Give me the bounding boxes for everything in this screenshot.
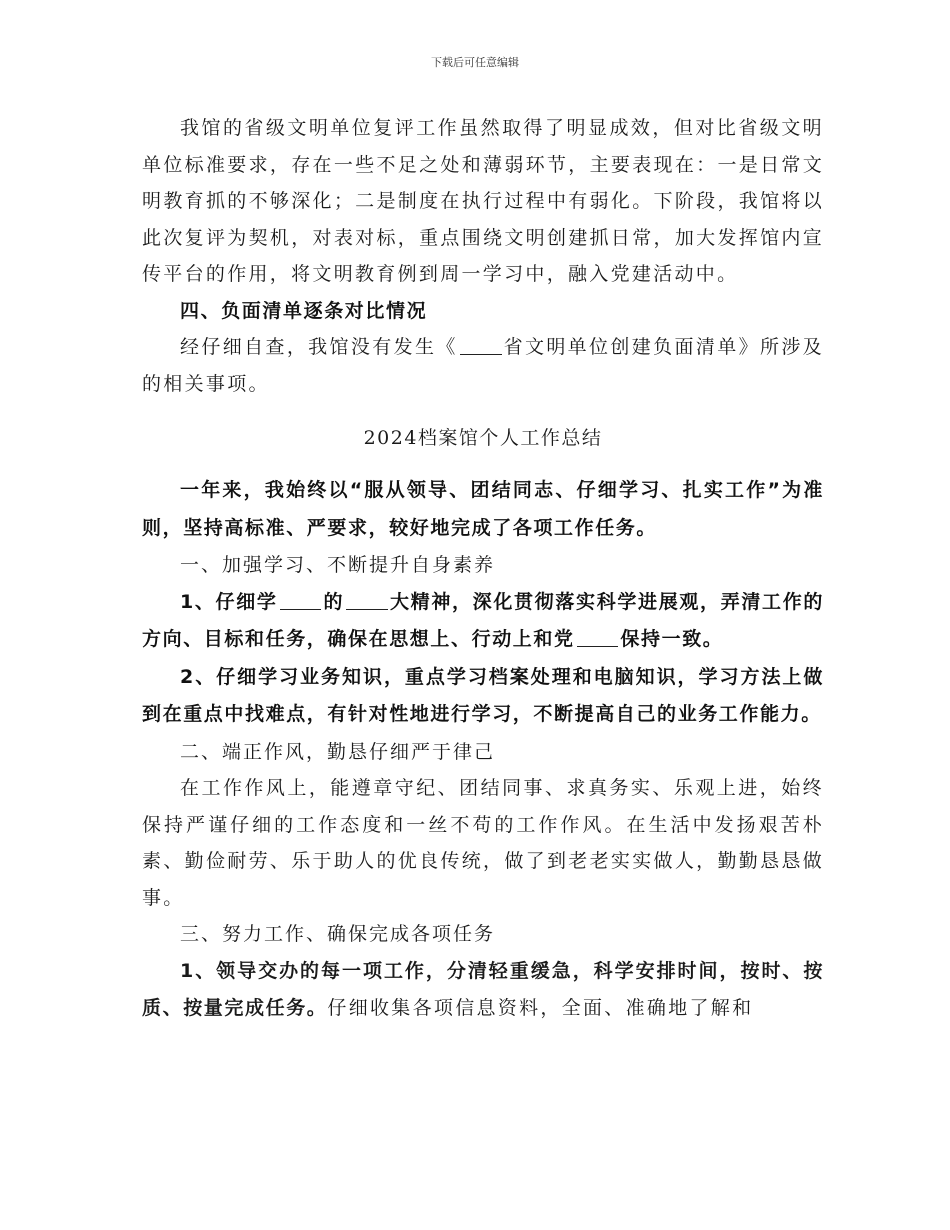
document-content [142,110,824,1028]
document-title: 2024档案馆个人工作总结 [363,427,603,449]
paragraph-work-style: 在工作作风上，能遵章守纪、团结同事、求真务实、乐观上进，始终保持严谨仔细的工作态度和一丝不苟的工作作风。在生活中发扬艰苦朴素、勤俭耐劳、乐于助人的优良传统，做了到老老实实做人，勤勤恳恳做事。 [142,777,824,909]
item-study-2: 2、仔细学习业务知识，重点学习档案处理和电脑知识，学习方法上做到在重点中找难点，有针对性地进行学习，不断提高自己的业务工作能力。 [142,665,824,725]
paragraph-self-check [142,329,824,402]
paragraph-intro: 一年来，我始终以“服从领导、团结同志、仔细学习、扎实工作”为准则，坚持高标准、严要求，较好地完成了各项工作任务。 [142,479,824,539]
item1-text-d: 保持一致。 [620,628,724,650]
paragraph-review-summary: 我馆的省级文明单位复评工作虽然取得了明显成效，但对比省级文明单位标准要求，存在一些不足之处和薄弱环节，主要表现在：一是日常文明教育抓的不够深化；二是制度在执行过程中有弱化。下阶段，我馆将以此次复评为契机，对表对标，重点围绕文明创建抓日常，加大发挥馆内宣传平台的作用，将文明教育例到周一学习中，融入党建活动中。 [142,117,824,285]
item-study-1 [142,584,824,659]
item1-text-a: 1、仔细学 [180,590,278,613]
item-tasks-1 [142,953,824,1028]
header-note: 下载后可任意编辑 [431,56,519,69]
item3-rest-text: 仔细收集各项信息资料，全面、准确地了解和 [327,997,754,1019]
heading-style: 二、端正作风，勤恳仔细严于律己 [180,740,496,763]
blank-underline [346,590,388,610]
heading-study: 一、加强学习、不断提升自身素养 [180,554,496,576]
heading-negative-list: 四、负面清单逐条对比情况 [180,299,428,322]
blank-underline [577,627,619,647]
blank-underline [460,335,502,355]
heading-tasks: 三、努力工作、确保完成各项任务 [180,923,496,945]
item1-text-b: 的 [323,590,345,613]
self-check-text-a: 经仔细自查，我馆没有发生《 [180,336,458,358]
item1-text-c: 大精神，深化贯彻落实科学进展观，弄清工作的方向、目标和任务，确保在思想上、行动上和党 [142,590,824,650]
self-check-text-b: 省文明单位创建负面清单》所涉及的相关事项。 [142,336,824,395]
item3-bold-text: 1、领导交办的每一项工作，分清轻重缓急，科学安排时间，按时、按质、按量完成任务。 [142,959,824,1019]
blank-underline [280,590,322,610]
